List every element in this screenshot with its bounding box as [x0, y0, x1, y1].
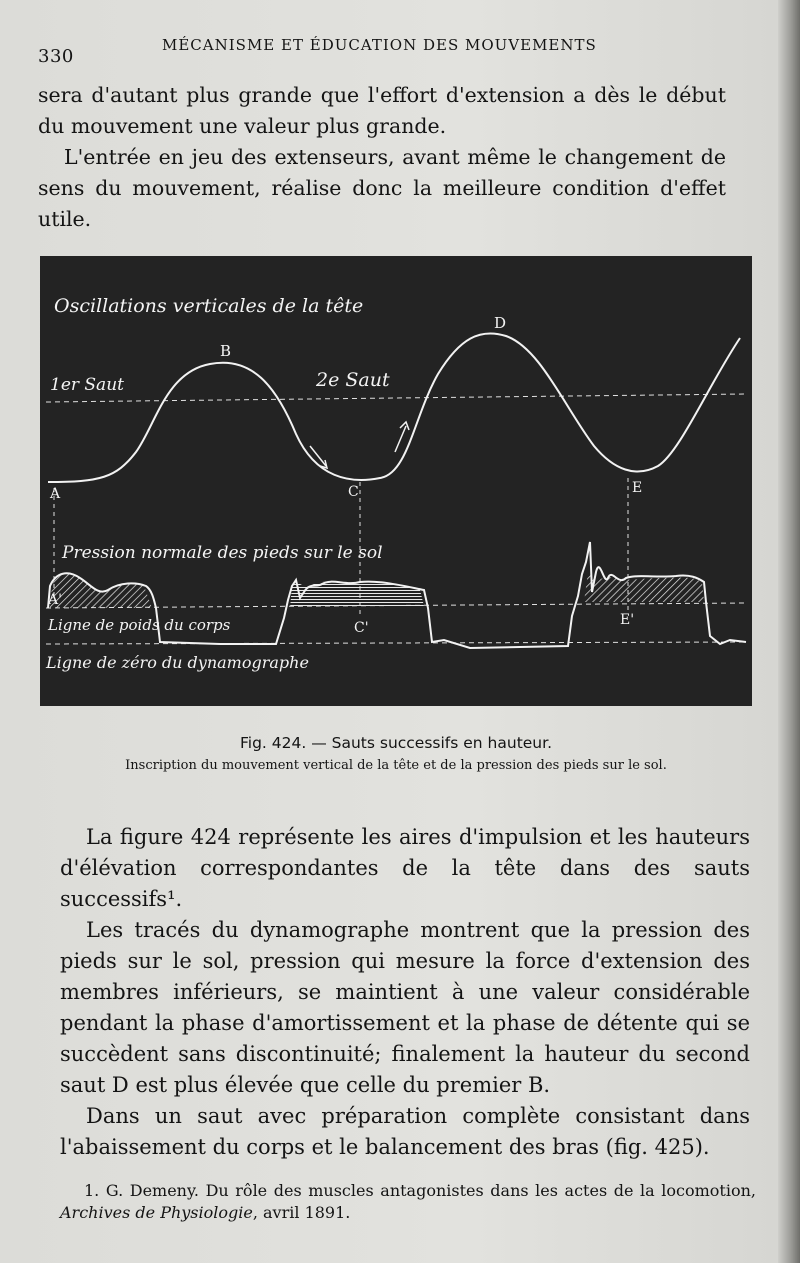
paragraph-5: Dans un saut avec préparation complète consistant dans l'abaissement du corps et le balancement des bras (fig. 425).: [60, 1104, 750, 1159]
paragraph-4: Les tracés du dynamographe montrent que la pression des pieds sur le sol, pression qui mesure la force d'extension des membres inférieurs, se maintient à une valeur considérable pendant la phase d'amortissement et la phase de détente qui se succèdent sans discontinuité; finalement la hauteur du second saut D est plus élevée que celle du premier B.: [60, 918, 750, 1097]
footnote-journal: Archives de Physiologie: [60, 1203, 253, 1222]
footnote: [60, 1180, 756, 1224]
page-header: [38, 36, 728, 76]
fig-label-a-prime: A': [48, 592, 62, 608]
caption-sub: Inscription du mouvement vertical de la tête et de la pression des pieds sur le sol.: [125, 758, 667, 773]
ligne-de-zero-dashed: [46, 642, 746, 644]
footnote-author: G. Demeny. Du rôle des muscles antagonistes dans les actes de la locomotion,: [105, 1181, 757, 1200]
fig-label-e: E: [632, 480, 643, 496]
fig-label-saut1: 1er Saut: [50, 375, 124, 395]
fig-label-a: A: [50, 486, 61, 502]
page-number: 330: [38, 46, 74, 67]
figure-424-drawing: [40, 256, 752, 706]
body-text: [60, 822, 750, 1163]
footnote-date: , avril 1891.: [252, 1203, 351, 1222]
head-reference-line: [46, 394, 746, 402]
fig-label-saut2: 2e Saut: [316, 369, 390, 391]
fig-label-c: C: [348, 484, 359, 500]
paragraph-1: sera d'autant plus grande que l'effort d'extension a dès le début du mouvement une valeur plus grande.: [38, 83, 726, 138]
book-spine-shadow: [778, 0, 800, 1263]
footnote-marker: 1.: [84, 1181, 100, 1200]
figure-424: [40, 256, 752, 706]
fig-label-d: D: [494, 314, 507, 332]
fig-label-c-prime: C': [354, 620, 369, 636]
fig-label-ligne-poids: Ligne de poids du corps: [48, 616, 231, 634]
fig-label-e-prime: E': [620, 612, 635, 628]
paragraph-2: L'entrée en jeu des extenseurs, avant même le changement de sens du mouvement, réalise donc la meilleure condition d'effet utile.: [38, 145, 726, 231]
ascent-arrow: [395, 426, 406, 452]
fig-label-b: B: [220, 342, 232, 360]
running-title: MÉCANISME ET ÉDUCATION DES MOUVEMENTS: [162, 36, 597, 54]
caption-main: Fig. 424. — Sauts successifs en hauteur.: [239, 734, 553, 752]
descent-arrow: [310, 446, 326, 466]
fig-label-top-title: Oscillations verticales de la tête: [54, 295, 364, 317]
figure-caption: [40, 734, 752, 773]
top-text: [38, 80, 726, 235]
fig-label-ligne-zero: Ligne de zéro du dynamographe: [46, 653, 309, 672]
head-oscillation-curve: [48, 333, 740, 482]
paragraph-3: La figure 424 représente les aires d'impulsion et les hauteurs d'élévation correspondantes de la tête dans des sauts successifs¹.: [60, 825, 750, 911]
fig-label-pression: Pression normale des pieds sur le sol: [62, 543, 383, 563]
